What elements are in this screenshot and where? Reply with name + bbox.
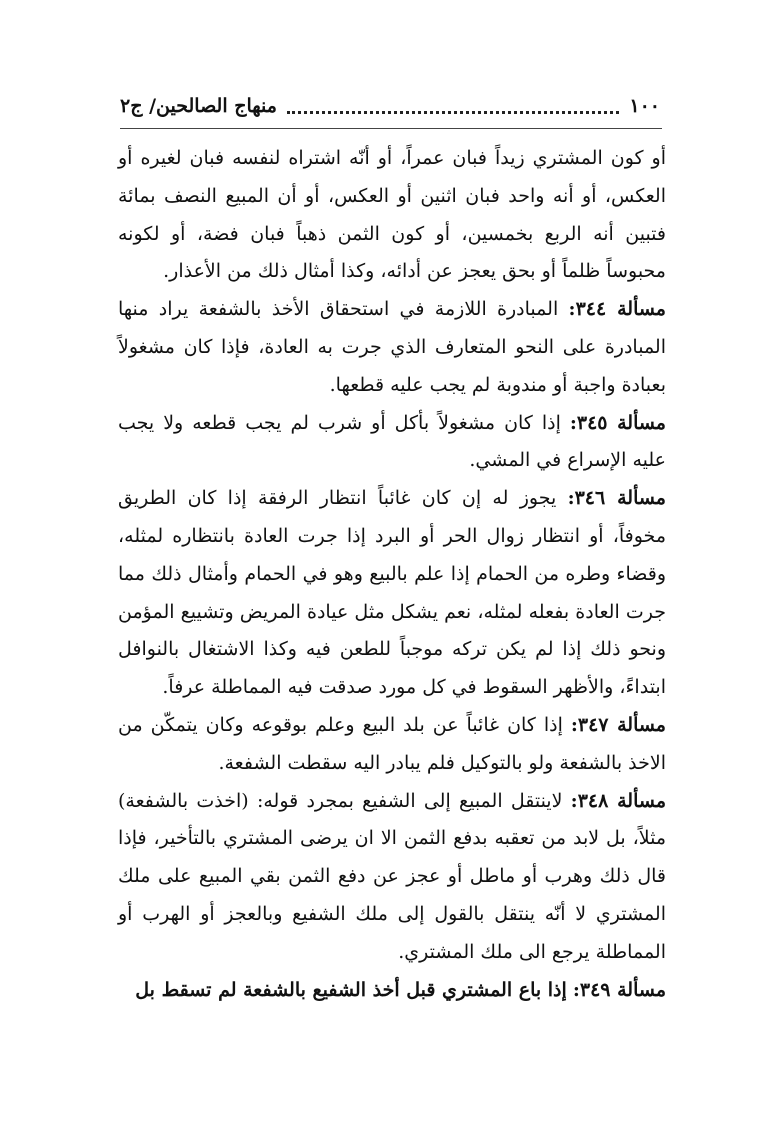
masala-347 [118,707,666,783]
paragraph-text: يجوز له إن كان غائباً انتظار الرفقة إذا كان الطريق مخوفاً، أو انتظار زوال الحر أو البرد إذا جرت العادة بانتظاره لمثله، وقضاء وطره من الحمام إذا علم بالبيع وهو في الحمام وأمثال ذلك مما جرت العادة بفعله لمثله، نعم يشكل مثل عيادة المريض وتشييع المؤمن ونحو ذلك إذا لم يكن تركه موجباً للطعن فيه وكذا الاشتغال بالنوافل ابتداءً، والأظهر السقوط في كل مورد صدقت فيه المماطلة عرفاً. [118,487,666,699]
paragraph-text: إذا باع المشتري قبل أخذ الشفيع بالشفعة لم تسقط بل [135,978,567,1001]
page-number: ١٠٠ [629,95,660,117]
paragraph-text: المبادرة اللازمة في استحقاق الأخذ بالشفعة يراد منها المبادرة على النحو المتعارف الذي جرت به العادة، فإذا كان مشغولاً بعبادة واجبة أو مندوبة لم يجب عليه قطعها. [118,298,666,396]
masala-344 [118,291,666,404]
paragraph-text: لاينتقل المبيع إلى الشفيع بمجرد قوله: (اخذت بالشفعة) مثلاً، بل لابد من تعقبه بدفع الثمن الا ان يرضى المشتري بالتأخير، فإذا قال ذلك وهرب أو ماطل أو عجز عن دفع الثمن بقي المبيع على ملك المشتري لا أنّه ينتقل بالقول إلى ملك الشفيع وبالعجز أو الهرب أو المماطلة يرجع الى ملك المشتري. [118,789,666,963]
header-dot-leader [287,111,619,114]
paragraph-text: أو كون المشتري زيداً فبان عمراً، أو أنّه اشتراه لنفسه فبان لغيره أو العكس، أو أنه واحد فبان اثنين أو العكس، أو أن المبيع النصف بمائة فتبين أنه الربع بخمسين، أو كون الثمن ذهباً فبان فضة، أو لكونه محبوساً ظلماً أو بحق يعجز عن أدائه، وكذا أمثال ذلك من الأعذار. [118,147,666,283]
page-header [120,88,660,124]
page-body [118,140,666,1009]
paragraph-text: إذا كان مشغولاً بأكل أو شرب لم يجب قطعه ولا يجب عليه الإسراع في المشي. [118,411,666,472]
masala-label: مسألة ٣٤٥: [569,411,666,434]
masala-label: مسألة ٣٤٩: [572,978,666,1001]
paragraph-text: إذا كان غائباً عن بلد البيع وعلم بوقوعه وكان يتمكّن من الاخذ بالشفعة ولو بالتوكيل فلم يبادر اليه سقطت الشفعة. [118,713,666,774]
masala-label: مسألة ٣٤٧: [570,713,666,736]
masala-349 [118,972,666,1010]
masala-label: مسألة ٣٤٤: [568,298,666,321]
masala-348 [118,783,666,972]
header-rule [120,128,662,129]
masala-label: مسألة ٣٤٨: [570,789,667,812]
masala-346 [118,480,666,707]
masala-345 [118,405,666,481]
paragraph-continuation [118,140,666,291]
book-title: منهاج الصالحين/ ج٢ [120,95,277,117]
masala-label: مسألة ٣٤٦: [567,487,666,510]
